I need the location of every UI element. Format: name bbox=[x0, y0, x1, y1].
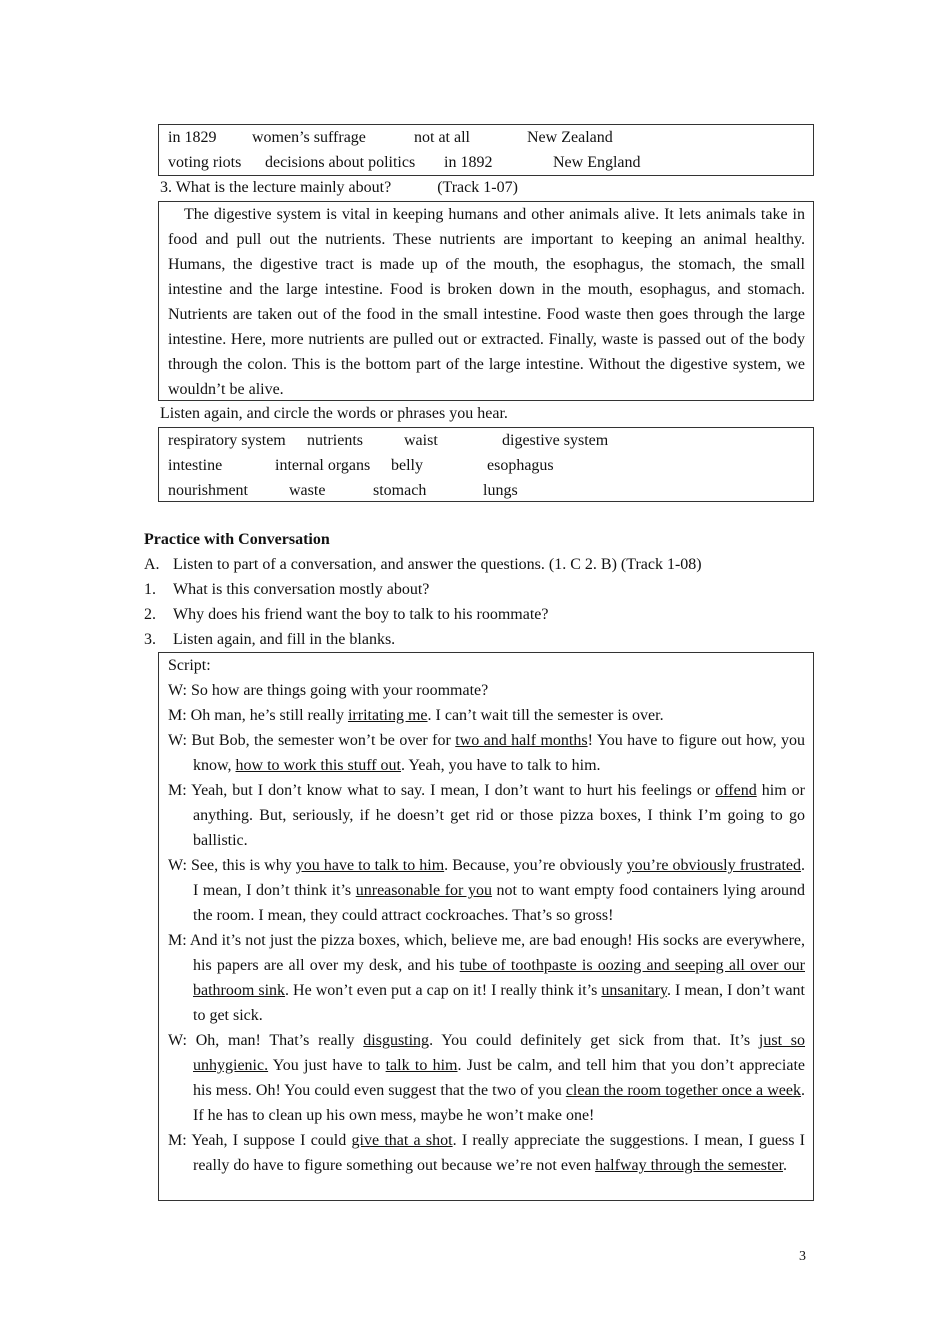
dialogue-text: M: Yeah, but I don’t know what to say. I mean, I don’t want to hurt his feelings or bbox=[168, 782, 716, 799]
answer-blank: just so unhygienic. bbox=[193, 1032, 806, 1074]
dialogue-text: . I mean, I don’t think it’s bbox=[193, 857, 806, 899]
word-box-2 bbox=[158, 427, 814, 502]
word-option: in 1829 bbox=[168, 129, 217, 146]
dialogue-text: . You could definitely get sick from that. It’s bbox=[429, 1032, 759, 1049]
practice-item bbox=[144, 577, 429, 602]
answer-blank: unsanitary bbox=[601, 982, 667, 999]
practice-item bbox=[144, 552, 702, 577]
item-number: 2. bbox=[144, 606, 156, 623]
answer-blank: you have to talk to him bbox=[295, 857, 445, 874]
word-row bbox=[159, 125, 813, 150]
question-3 bbox=[160, 175, 518, 200]
word-row bbox=[159, 428, 813, 453]
word-option: esophagus bbox=[487, 457, 554, 474]
dialogue-text: him or anything. But, seriously, if he doesn’t get rid or those pizza boxes, I think I’m going to go ballistic. bbox=[193, 782, 806, 849]
answer-blank: two and half months bbox=[455, 732, 588, 749]
item-number: A. bbox=[144, 556, 160, 573]
listen-again-instruction: Listen again, and circle the words or phrases you hear. bbox=[160, 405, 508, 422]
word-option: New Zealand bbox=[527, 129, 613, 146]
lecture-text: The digestive system is vital in keeping humans and other animals alive. It lets animals take in food and pull out the nutrients. These nutrients are important to keeping an animal healthy. Humans, the digestive tract is made up of the mouth, the esophagus, the stomach, the small intestine and the large intestine. Food is broken down in the mouth, esophagus, and stomach. Nutrients are taken out of the food in the small intestine. Food waste then goes through the large intestine. Here, more nutrients are pulled out or extracted. Finally, waste is passed out of the body through the colon. This is the bottom part of the large intestine. Without the digestive system, we wouldn’t be alive. bbox=[168, 206, 805, 398]
track-label: (Track 1-07) bbox=[437, 179, 518, 196]
word-option: waist bbox=[404, 432, 438, 449]
practice-item bbox=[144, 602, 548, 627]
dialogue-text: W: See, this is why bbox=[168, 857, 296, 874]
dialogue-text: W: Oh, man! That’s really bbox=[168, 1032, 364, 1049]
answer-blank: tube of toothpaste is oozing and seeping all over our bathroom sink bbox=[193, 957, 805, 999]
word-option: intestine bbox=[168, 457, 223, 474]
dialogue-text: You just have to bbox=[268, 1057, 386, 1074]
dialogue-text: . Yeah, you have to talk to him. bbox=[401, 757, 601, 774]
word-option: stomach bbox=[373, 482, 427, 499]
dialogue-text: . bbox=[783, 1157, 788, 1174]
word-option: not at all bbox=[414, 129, 470, 146]
dialogue-text: M: And it’s not just the pizza boxes, which, believe me, are bad enough! His socks are everywhere, his papers are all over my desk, and his bbox=[168, 932, 805, 974]
dialogue-text: . I really appreciate the suggestions. I mean, I guess I really do have to figure something out because we’re not even bbox=[193, 1132, 806, 1174]
dialogue-text: . If he has to clean up his own mess, maybe he won’t make one! bbox=[193, 1082, 806, 1124]
page-number: 3 bbox=[799, 1249, 806, 1264]
answer-blank: you’re obviously frustrated bbox=[626, 857, 802, 874]
answer-blank: offend bbox=[715, 782, 757, 799]
dialogue-text: . I can’t wait till the semester is over. bbox=[427, 707, 664, 724]
item-text: What is this conversation mostly about? bbox=[173, 581, 430, 598]
answer-blank: talk to him bbox=[385, 1057, 458, 1074]
dialogue-text: M: Oh man, he’s still really bbox=[168, 707, 348, 724]
dialogue-text: . He won’t even put a cap on it! I really think it’s bbox=[285, 982, 602, 999]
dialogue-text: M: Yeah, I suppose I could bbox=[168, 1132, 352, 1149]
dialogue-text: . Just be calm, and tell him that you don’t appreciate his mess. Oh! You could even suggest that the two of you bbox=[193, 1057, 806, 1099]
dialogue-line bbox=[168, 728, 805, 778]
word-row bbox=[159, 150, 813, 175]
word-option: voting riots bbox=[168, 154, 242, 171]
dialogue-text: ! You have to figure out how, you know, bbox=[193, 732, 806, 774]
dialogue-line bbox=[168, 703, 805, 728]
script-box bbox=[158, 652, 814, 1201]
section-heading: Practice with Conversation bbox=[144, 531, 330, 548]
word-option: lungs bbox=[483, 482, 518, 499]
dialogue-line bbox=[168, 778, 805, 853]
dialogue-text: . Because, you’re obviously bbox=[444, 857, 627, 874]
dialogue-line bbox=[168, 928, 805, 1028]
answer-blank: disgusting bbox=[363, 1032, 430, 1049]
dialogue-text: W: But Bob, the semester won’t be over for bbox=[168, 732, 456, 749]
item-text: Why does his friend want the boy to talk to his roommate? bbox=[173, 606, 549, 623]
question-text: 3. What is the lecture mainly about? bbox=[160, 179, 392, 196]
word-option: respiratory system bbox=[168, 432, 286, 449]
item-number: 3. bbox=[144, 631, 156, 648]
answer-blank: unreasonable for you bbox=[355, 882, 492, 899]
script-content bbox=[159, 653, 813, 1178]
answer-blank: irritating me bbox=[347, 707, 428, 724]
word-option: internal organs bbox=[275, 457, 371, 474]
word-row bbox=[159, 453, 813, 478]
item-text: Listen again, and fill in the blanks. bbox=[173, 631, 396, 648]
dialogue-text: . I mean, I don’t want to get sick. bbox=[193, 982, 805, 1024]
word-option: belly bbox=[391, 457, 423, 474]
word-option: digestive system bbox=[502, 432, 609, 449]
word-row bbox=[159, 478, 813, 503]
word-option: women’s suffrage bbox=[252, 129, 366, 146]
dialogue-text: not to want empty food containers lying around the room. I mean, they could attract cockroaches. That’s so gross! bbox=[193, 882, 805, 924]
word-option: in 1892 bbox=[444, 154, 493, 171]
lecture-box bbox=[158, 201, 814, 401]
practice-item bbox=[144, 627, 395, 652]
answer-blank: give that a shot bbox=[351, 1132, 453, 1149]
word-option: New England bbox=[553, 154, 641, 171]
dialogue-text: W: So how are things going with your roommate? bbox=[168, 682, 489, 699]
dialogue-line bbox=[168, 1128, 805, 1178]
dialogue-line bbox=[168, 1028, 805, 1128]
word-option: waste bbox=[289, 482, 326, 499]
script-label: Script: bbox=[168, 657, 211, 674]
item-number: 1. bbox=[144, 581, 156, 598]
word-option: nourishment bbox=[168, 482, 248, 499]
answer-blank: clean the room together once a week bbox=[565, 1082, 802, 1099]
dialogue-line bbox=[168, 678, 805, 703]
answer-blank: halfway through the semester bbox=[595, 1157, 784, 1174]
answer-blank: how to work this stuff out bbox=[235, 757, 401, 774]
word-option: nutrients bbox=[307, 432, 363, 449]
word-box-1 bbox=[158, 124, 814, 176]
dialogue-line bbox=[168, 853, 805, 928]
item-text: Listen to part of a conversation, and answer the questions. (1. C 2. B) (Track 1-08) bbox=[173, 556, 702, 573]
word-option: decisions about politics bbox=[265, 154, 416, 171]
